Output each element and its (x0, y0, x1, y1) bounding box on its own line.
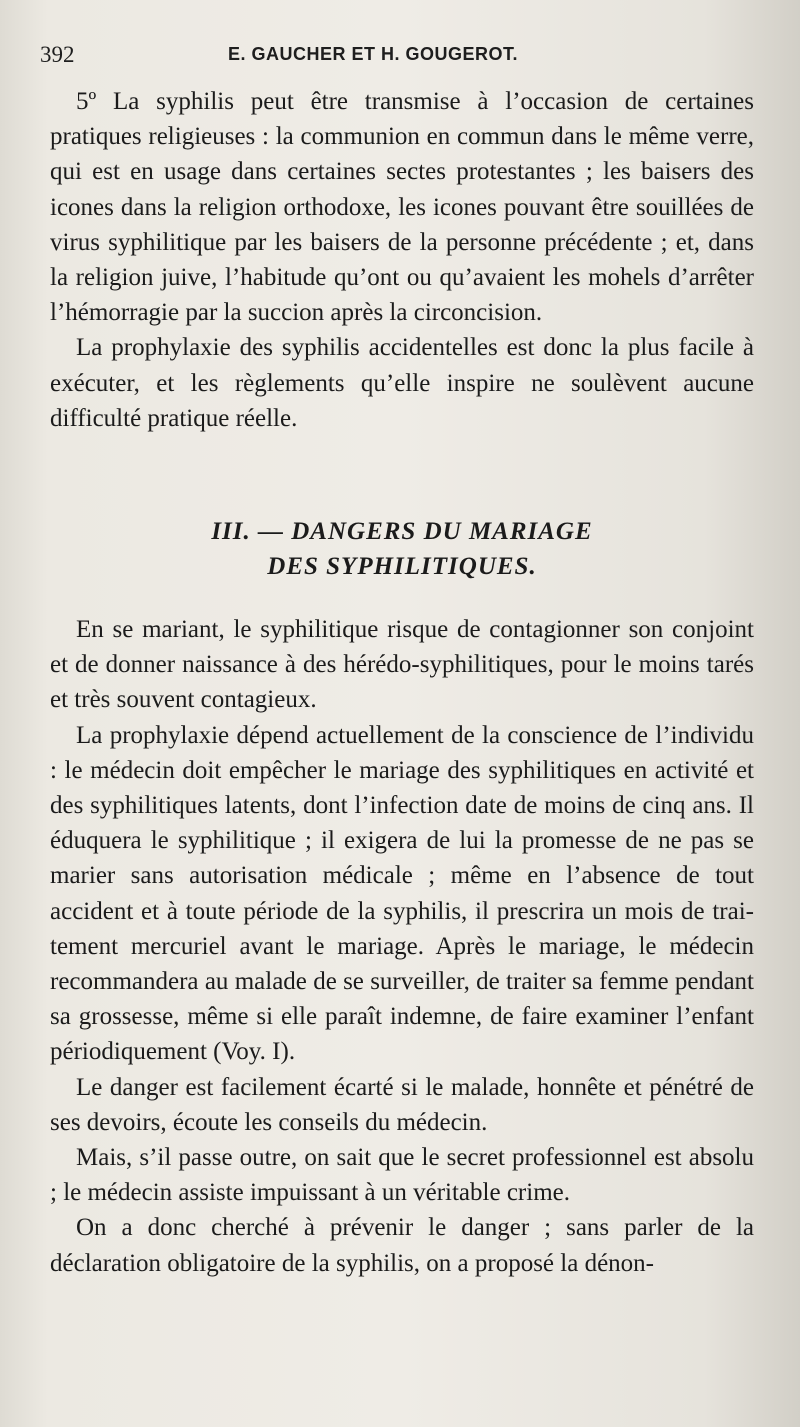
paragraph-professional-secret: Mais, s’il passe outre, on sait que le secret professionnel est absolu ; le médecin assiste impuissant à un véritable crime. (50, 1144, 754, 1207)
paragraph-religious-practices: 5º La syphilis peut être transmise à l’occasion de certaines pratiques religieuses : la communion en commun dans le même verre, qui est en usage dans certaines sectes protestantes ; les baisers des icones dans la religion orthodoxe, les icones pouvant être souillées de virus syphilitique par les baisers de la personne précédente ; et, dans la religion juive, l’habitude qu’ont ou qu’avaient les mohels d’arrêter l’hémorragie par la succion après la circoncision. (50, 88, 754, 327)
section-heading-line-1: III. — DANGERS DU MARIAGE (211, 518, 593, 545)
section-heading-line-2: DES SYPHILITIQUES. (267, 553, 537, 580)
text-block-upper (50, 84, 754, 436)
paragraph-physician-duty: La prophylaxie dépend actuellement de la conscience de l’individu : le médecin doit empêcher le mariage des syphilitiques en activité et des syphilitiques latents, dont l’infection date de moins de cinq ans. Il éduquera le syphilitique ; il exigera de lui la promesse de ne pas se marier sans autorisation médicale ; même en l’absence de tout accident et à toute période de la syphilis, il prescrira un mois de traitement mercuriel avant le mariage. Après le mariage, le médecin recommandera au malade de se surveiller, de traiter sa femme pendant sa grossesse, même si elle paraît indemne, de faire examiner l’enfant périodiquement (Voy. I). (50, 721, 754, 1066)
paragraph-accidental-prophylaxis: La prophylaxie des syphilis accidentelles est donc la plus facile à exécuter, et les règlements qu’elle inspire ne soulèvent aucune difficulté pratique réelle. (50, 334, 754, 432)
page-header (40, 42, 760, 72)
paragraph-danger-avoided: Le danger est facilement écarté si le malade, honnête et pénétré de ses devoirs, écoute les conseils du médecin. (50, 1073, 754, 1136)
paragraph-marriage-risk: En se mariant, le syphilitique risque de contagionner son conjoint et de donner naissance à des hérédo-syphilitiques, pour le moins tarés et très souvent contagieux. (50, 616, 754, 714)
paragraph-prevention: On a donc cherché à prévenir le danger ; sans parler de la déclaration obligatoire de la syphilis, on a proposé la dénon- (50, 1214, 754, 1277)
running-head: E. GAUCHER ET H. GOUGEROT. (228, 44, 519, 64)
page-number: 392 (40, 42, 75, 67)
text-block-lower (50, 612, 754, 1281)
section-heading (50, 514, 754, 584)
